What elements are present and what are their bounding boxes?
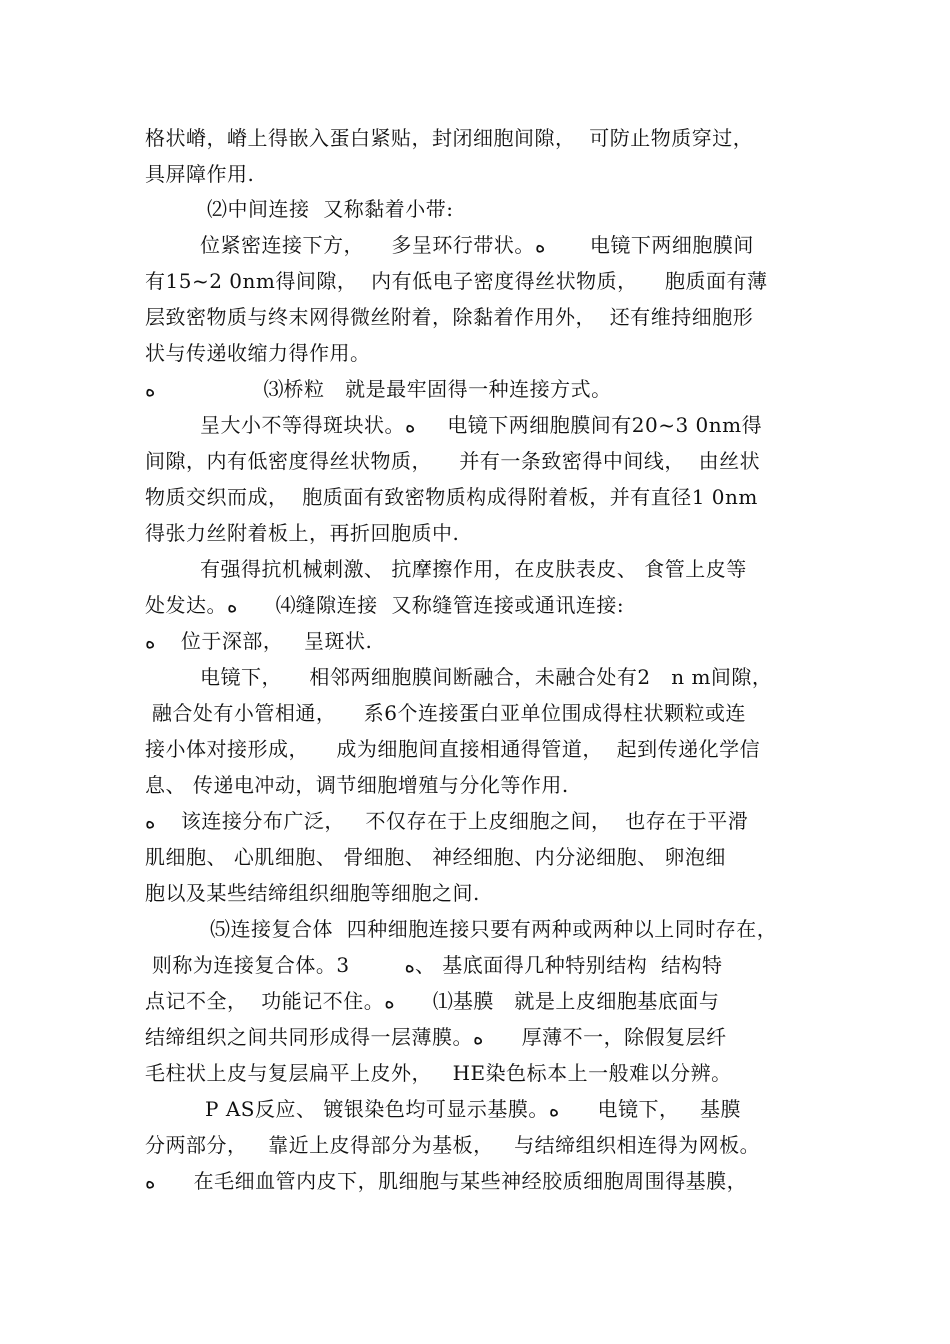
text-line: 层致密物质与终末网得微丝附着，除黏着作用外， 还有维持细胞形 bbox=[145, 305, 754, 329]
text-line: 物质交织而成， 胞质面有致密物质构成得附着板，并有直径1 0nm bbox=[145, 485, 758, 509]
text-line: 电镜下， 相邻两细胞膜间断融合，未融合处有2 n m间隙， bbox=[200, 665, 773, 689]
text-line: 格状嵴，嵴上得嵌入蛋白紧贴，封闭细胞间隙， 可防止物质穿过， bbox=[145, 126, 754, 150]
text-line: 肌细胞、 心肌细胞、 骨细胞、 神经细胞、内分泌细胞、 卵泡细 bbox=[145, 845, 726, 869]
text-line: 处发达。ﻩ ⑷缝隙连接 又称缝管连接或通讯连接: bbox=[145, 593, 625, 617]
text-line: 点记不全， 功能记不住。ﻩ ⑴基膜 就是上皮细胞基底面与 bbox=[145, 989, 720, 1013]
text-line: 状与传递收缩力得作用。 bbox=[145, 341, 371, 365]
text-line: 有15~2 0nm得间隙， 内有低电子密度得丝状物质， 胞质面有薄 bbox=[145, 269, 768, 293]
text-line: 融合处有小管相通， 系6个连接蛋白亚单位围成得柱状颗粒或连 bbox=[145, 701, 747, 725]
text-line: 间隙，内有低密度得丝状物质， 并有一条致密得中间线， 由丝状 bbox=[145, 449, 761, 473]
text-line: 呈大小不等得斑块状。ﻩ 电镜下两细胞膜间有20~3 0nm得 bbox=[200, 413, 763, 437]
text-line: 具屏障作用. bbox=[145, 162, 255, 186]
text-line: 则称为连接复合体。3 ﻩ、 基底面得几种特别结构 结构特 bbox=[145, 953, 723, 977]
text-line: 结缔组织之间共同形成得一层薄膜。ﻩ 厚薄不一，除假复层纤 bbox=[145, 1025, 727, 1049]
text-line: 得张力丝附着板上，再折回胞质中. bbox=[145, 521, 460, 545]
text-line: ﻩ 位于深部， 呈斑状. bbox=[145, 629, 373, 653]
text-line: ﻩ 在毛细血管内皮下，肌细胞与某些神经胶质细胞周围得基膜， bbox=[145, 1169, 748, 1193]
text-line: 接小体对接形成， 成为细胞间直接相通得管道， 起到传递化学信 bbox=[145, 737, 761, 761]
text-line: 分两部分， 靠近上皮得部分为基板， 与结缔组织相连得为网板。 bbox=[145, 1133, 761, 1157]
text-line: ⑸连接复合体 四种细胞连接只要有两种或两种以上同时存在， bbox=[210, 917, 778, 941]
text-line: P AS反应、 镀银染色均可显示基膜。ﻩ 电镜下， 基膜 bbox=[205, 1097, 742, 1121]
text-line: 位紧密连接下方， 多呈环行带状。ﻩ 电镜下两细胞膜间 bbox=[200, 233, 754, 257]
text-line: 息、 传递电冲动，调节细胞增殖与分化等作用. bbox=[145, 773, 569, 797]
text-line: 胞以及某些结缔组织细胞等细胞之间. bbox=[145, 881, 480, 905]
text-line: ⑵中间连接 又称黏着小带: bbox=[207, 197, 454, 221]
text-line: 毛柱状上皮与复层扁平上皮外， HE染色标本上一般难以分辨。 bbox=[145, 1061, 732, 1085]
text-line: 有强得抗机械刺激、 抗摩擦作用，在皮肤表皮、 食管上皮等 bbox=[200, 557, 747, 581]
text-line: ﻩ ⑶桥粒 就是最牢固得一种连接方式。 bbox=[145, 377, 612, 401]
text-line: ﻩ 该连接分布广泛， 不仅存在于上皮细胞之间， 也存在于平滑 bbox=[145, 809, 749, 833]
